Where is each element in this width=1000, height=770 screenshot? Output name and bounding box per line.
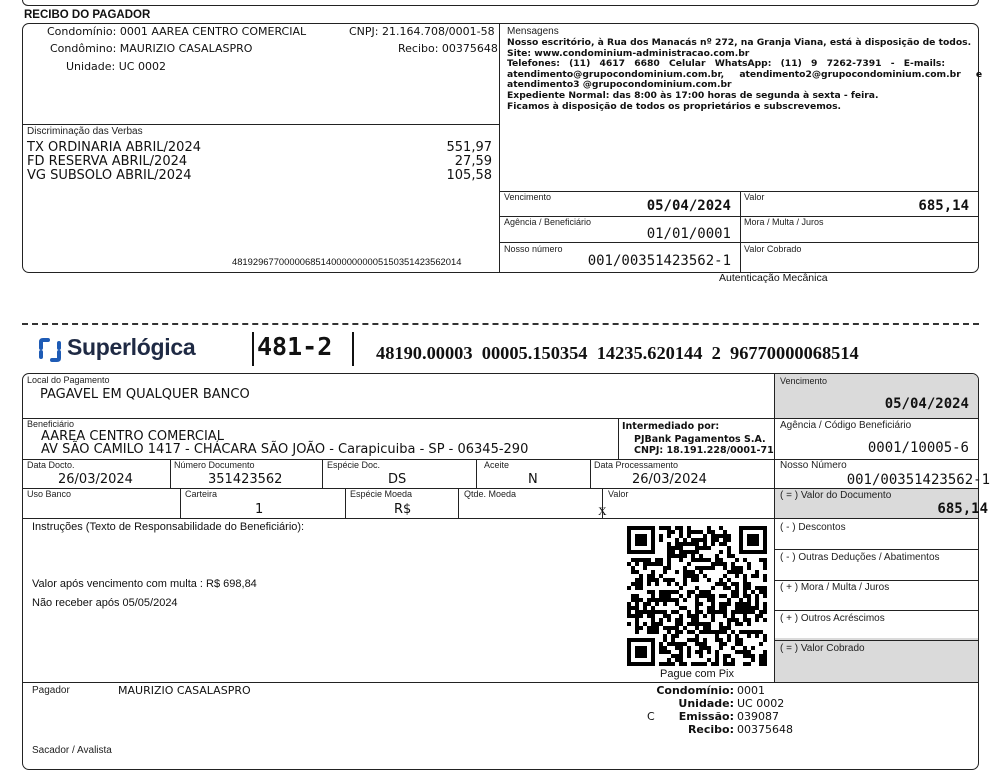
c-marker: C — [647, 710, 655, 723]
verba-desc-0: TX ORDINARIA ABRIL/2024 — [27, 140, 201, 155]
beneficiario-endereco: AV SÃO CAMILO 1417 - CHÁCARA SÃO JOÃO - Carapicuiba - SP - 06345-290 — [41, 442, 529, 457]
receipt-unidade: Unidade: UC 0002 — [66, 60, 166, 73]
recibo-label: Recibo: — [687, 723, 734, 736]
verba-desc-2: VG SUBSOLO ABRIL/2024 — [27, 168, 192, 183]
emissao-label: Emissão: — [678, 710, 734, 723]
beneficiario-label: Beneficiário — [27, 419, 75, 429]
data-processamento: 26/03/2024 — [632, 472, 707, 487]
bank-code: 481-2 — [257, 332, 333, 361]
agencia-codigo-label: Agência / Código Beneficiário — [780, 420, 912, 431]
mensagens-label: Mensagens — [507, 26, 559, 37]
receipt-nosso-numero: 001/00351423562-1 — [587, 253, 731, 269]
intermediado-label: Intermediado por: — [622, 421, 720, 432]
verba-desc-1: FD RESERVA ABRIL/2024 — [27, 154, 188, 169]
receipt-vencimento: 05/04/2024 — [646, 198, 731, 214]
receipt-valor-label: Valor — [744, 192, 765, 202]
local-pagamento: PAGAVEL EM QUALQUER BANCO — [40, 387, 250, 402]
intermediado-nome: PJBank Pagamentos S.A. — [634, 434, 766, 445]
slip-nosso-numero: 001/00351423562-1 — [846, 472, 990, 488]
descontos-label: ( - ) Descontos — [780, 522, 846, 533]
receipt-cnpj: CNPJ: 21.164.708/0001-58 — [349, 25, 495, 38]
pix-qr-code — [627, 526, 767, 666]
cut-line — [22, 323, 979, 325]
mensagem-line-2: Telefones: (11) 4617 6680 Celular WhatsApp: (11) 9 7262-7391 - E-mails: — [507, 58, 946, 69]
verba-valor-2: 105,58 — [446, 168, 492, 183]
pagador-nome: MAURIZIO CASALASPRO — [118, 684, 251, 697]
aceite-label: Aceite — [484, 460, 510, 470]
unidade-value: UC 0002 — [737, 697, 785, 710]
qtde-moeda-label: Qtde. Moeda — [464, 489, 517, 499]
slip-valor-label: Valor — [608, 489, 629, 499]
receipt-valor: 685,14 — [918, 198, 969, 214]
mensagem-line-0: Nosso escritório, à Rua dos Manacás nº 272, na Granja Viana, está à disposição de todos. — [507, 37, 972, 48]
intermediado-cnpj: CNPJ: 18.191.228/0001-71 — [634, 445, 774, 456]
mensagem-line-4: atendimento3 @grupocondominium.com.br — [507, 79, 732, 90]
pix-label: Pague com Pix — [660, 668, 734, 680]
aceite: N — [528, 472, 538, 487]
agencia-codigo: 0001/10005-6 — [867, 440, 969, 456]
especie-moeda: R$ — [394, 502, 412, 517]
numero-documento: 351423562 — [208, 472, 283, 487]
superlogica-logo-icon — [38, 337, 62, 363]
verba-valor-1: 27,59 — [454, 154, 492, 169]
mora-label: ( + ) Mora / Multa / Juros — [780, 582, 890, 593]
local-pagamento-label: Local do Pagamento — [27, 375, 110, 385]
recibo-value: 00375648 — [737, 723, 793, 736]
instrucao-nao-receber: Não receber após 05/05/2024 — [32, 597, 178, 609]
slip-vencimento-label: Vencimento — [780, 376, 828, 386]
superlogica-logo — [38, 336, 210, 364]
beneficiario-nome: AAREA CENTRO COMERCIAL — [41, 429, 224, 444]
slip-vencimento: 05/04/2024 — [884, 396, 969, 412]
receipt-recibo: Recibo: 00375648 — [398, 42, 498, 55]
receipt-barcode-number: 48192967700000685140000000005150351423562014 — [232, 256, 462, 267]
receipt-nosso-numero-label: Nosso número — [504, 244, 563, 254]
uso-banco-label: Uso Banco — [27, 489, 72, 499]
slip-valor-x: X — [598, 504, 607, 518]
mensagem-line-6: Ficamos à disposição de todos os proprietários e subscrevemos. — [507, 101, 842, 112]
unidade-label: Unidade: — [678, 697, 734, 710]
autenticacao-mecanica: Autenticação Mecânica — [719, 272, 828, 284]
pagador-label: Pagador — [32, 685, 70, 696]
receipt-top-strip — [22, 0, 979, 6]
condominio-label: Condomínio: — [656, 684, 734, 697]
receipt-agencia-label: Agência / Beneficiário — [504, 217, 592, 227]
linha-digitavel: 48190.00003 00005.150354 14235.620144 2 96770000068514 — [376, 343, 859, 363]
qr-code-icon — [627, 526, 767, 666]
logo-text: Superlógica — [67, 334, 196, 360]
receipt-title: RECIBO DO PAGADOR — [24, 9, 151, 21]
receipt-vencimento-label: Vencimento — [504, 192, 552, 202]
mensagem-line-5: Expediente Normal: das 8:00 às 17:00 horas de segunda à sexta - feira. — [507, 90, 879, 101]
valor-cobrado-label: ( = ) Valor Cobrado — [780, 643, 865, 654]
data-docto: 26/03/2024 — [58, 472, 133, 487]
valor-documento-label: ( = ) Valor do Documento — [780, 490, 892, 501]
receipt-condominio: Condomínio: 0001 AAREA CENTRO COMERCIAL — [47, 25, 307, 38]
instrucoes-label: Instruções (Texto de Responsabilidade do Beneficiário): — [32, 521, 305, 533]
receipt-valor-cobrado-label: Valor Cobrado — [744, 244, 802, 254]
receipt-agencia: 01/01/0001 — [646, 226, 731, 242]
emissao-value: 039087 — [737, 710, 779, 723]
carteira: 1 — [255, 502, 264, 517]
condominio-value: 0001 — [737, 684, 765, 697]
slip-nosso-numero-label: Nosso Número — [780, 460, 847, 471]
data-docto-label: Data Docto. — [27, 460, 75, 470]
numero-documento-label: Número Documento — [174, 460, 255, 470]
valor-documento: 685,14 — [937, 501, 988, 517]
sacador-label: Sacador / Avalista — [32, 745, 112, 756]
especie-doc: DS — [388, 472, 407, 487]
outros-acrescimos-label: ( + ) Outros Acréscimos — [780, 613, 885, 624]
carteira-label: Carteira — [185, 489, 218, 499]
mensagem-line-1: Site: www.condominium-administracao.com.br — [507, 48, 750, 59]
receipt-mora-label: Mora / Multa / Juros — [744, 217, 824, 227]
discriminacao-label: Discriminação das Verbas — [27, 126, 143, 137]
especie-moeda-label: Espécie Moeda — [350, 489, 413, 499]
data-processamento-label: Data Processamento — [594, 460, 679, 470]
receipt-condomino: Condômino: MAURIZIO CASALASPRO — [50, 42, 253, 55]
outras-deducoes-label: ( - ) Outras Deduções / Abatimentos — [780, 552, 940, 563]
especie-doc-label: Espécie Doc. — [327, 460, 381, 470]
instrucao-multa: Valor após vencimento com multa : R$ 698,84 — [32, 578, 257, 590]
verba-valor-0: 551,97 — [446, 140, 492, 155]
mensagem-line-3: atendimento@grupocondominium.com.br, atendimento2@grupocondominium.com.br e — [507, 69, 983, 80]
